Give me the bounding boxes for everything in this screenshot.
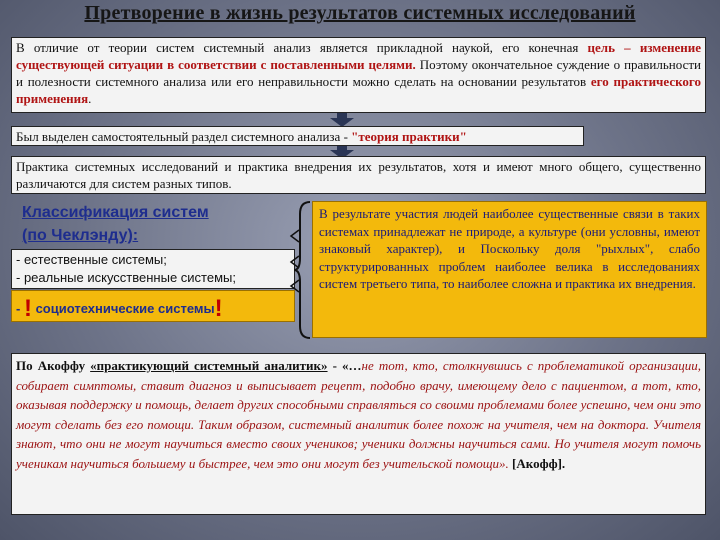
intro-text-3: .	[88, 91, 92, 106]
quote-term: «практикующий системный аналитик»	[90, 358, 328, 373]
social-links-explanation	[312, 201, 707, 338]
pointer-arrow-icon	[287, 226, 301, 296]
quote-body: не тот, кто, столкнувшись с проблематикой организации, собирает симптомы, ставит диагноз и выписывает рецепт, подобно врачу, имеющему дело с пациентом, а тот, кто, оказывая поддержку и помощь, делает других способными справляться со своими проблемами более успешно, чем они это могут сделать без его помощи. Таким образом, системный аналитик более похож на учителя, чем на доктора. Учителя знают, что они не могут научиться вместо своих учеников; ученики должны научиться сами. Но учителя могут помочь ученикам научиться большему и быстрее, чем это они могут без учительской помощи».	[16, 358, 701, 471]
intro-text-1: В отличие от теории систем системный анализ является прикладной наукой, его конечная	[16, 40, 588, 55]
sociotechnical-systems-item	[11, 290, 295, 322]
classification-title-line1: Классификация систем	[22, 204, 209, 221]
intro-text-2: Поэтому окончательное суждение о правильности и полезности системного анализа или его неправильности можно сделать на основании результатов	[16, 57, 701, 89]
classification-heading	[22, 201, 262, 247]
intro-goal-highlight: цель – изменение существующей ситуации в соответствии с поставленными целями.	[16, 40, 701, 72]
practice-theory-highlight: "теория практики"	[351, 129, 467, 144]
systems-practice-text: Практика системных исследований и практика внедрения их результатов, хотя и имеют много общего, существенно различаются для систем разных типов.	[16, 159, 701, 191]
quote-lead: По Акоффу	[16, 358, 91, 373]
classification-title-line2: (по Чеклэнду):	[22, 227, 139, 244]
practice-theory-box	[11, 126, 584, 146]
type-artificial: - реальные искусственные системы;	[16, 270, 236, 285]
ackoff-quote-box	[11, 353, 706, 515]
type-natural: - естественные системы;	[16, 252, 167, 267]
slide-title: Претворение в жизнь результатов системных исследований	[84, 2, 636, 24]
intro-box	[11, 37, 706, 113]
socio-label: социотехнические системы	[31, 301, 215, 316]
socio-prefix: -	[16, 301, 24, 316]
quote-dash: - «…	[327, 358, 362, 373]
social-links-text: В результате участия людей наиболее существенные связи в таких системах принадлежат не природе, а культуре (они условны, имеют знаковый характер), и Поскольку доля "рыхлых", слабо структурированных проблем наиболее велика в исследованиях систем третьего типа, то наиболее сложна и практика их внедрения.	[319, 206, 700, 291]
systems-practice-box	[11, 156, 706, 194]
exclamation-icon: !	[214, 295, 223, 322]
intro-practice-highlight: его практического применения	[16, 74, 701, 106]
exclamation-icon: !	[23, 295, 32, 322]
quote-citation: [Акофф].	[508, 455, 566, 471]
practice-theory-text: Был выделен самостоятельный раздел системного анализа -	[16, 129, 352, 144]
system-types-list	[11, 249, 295, 289]
